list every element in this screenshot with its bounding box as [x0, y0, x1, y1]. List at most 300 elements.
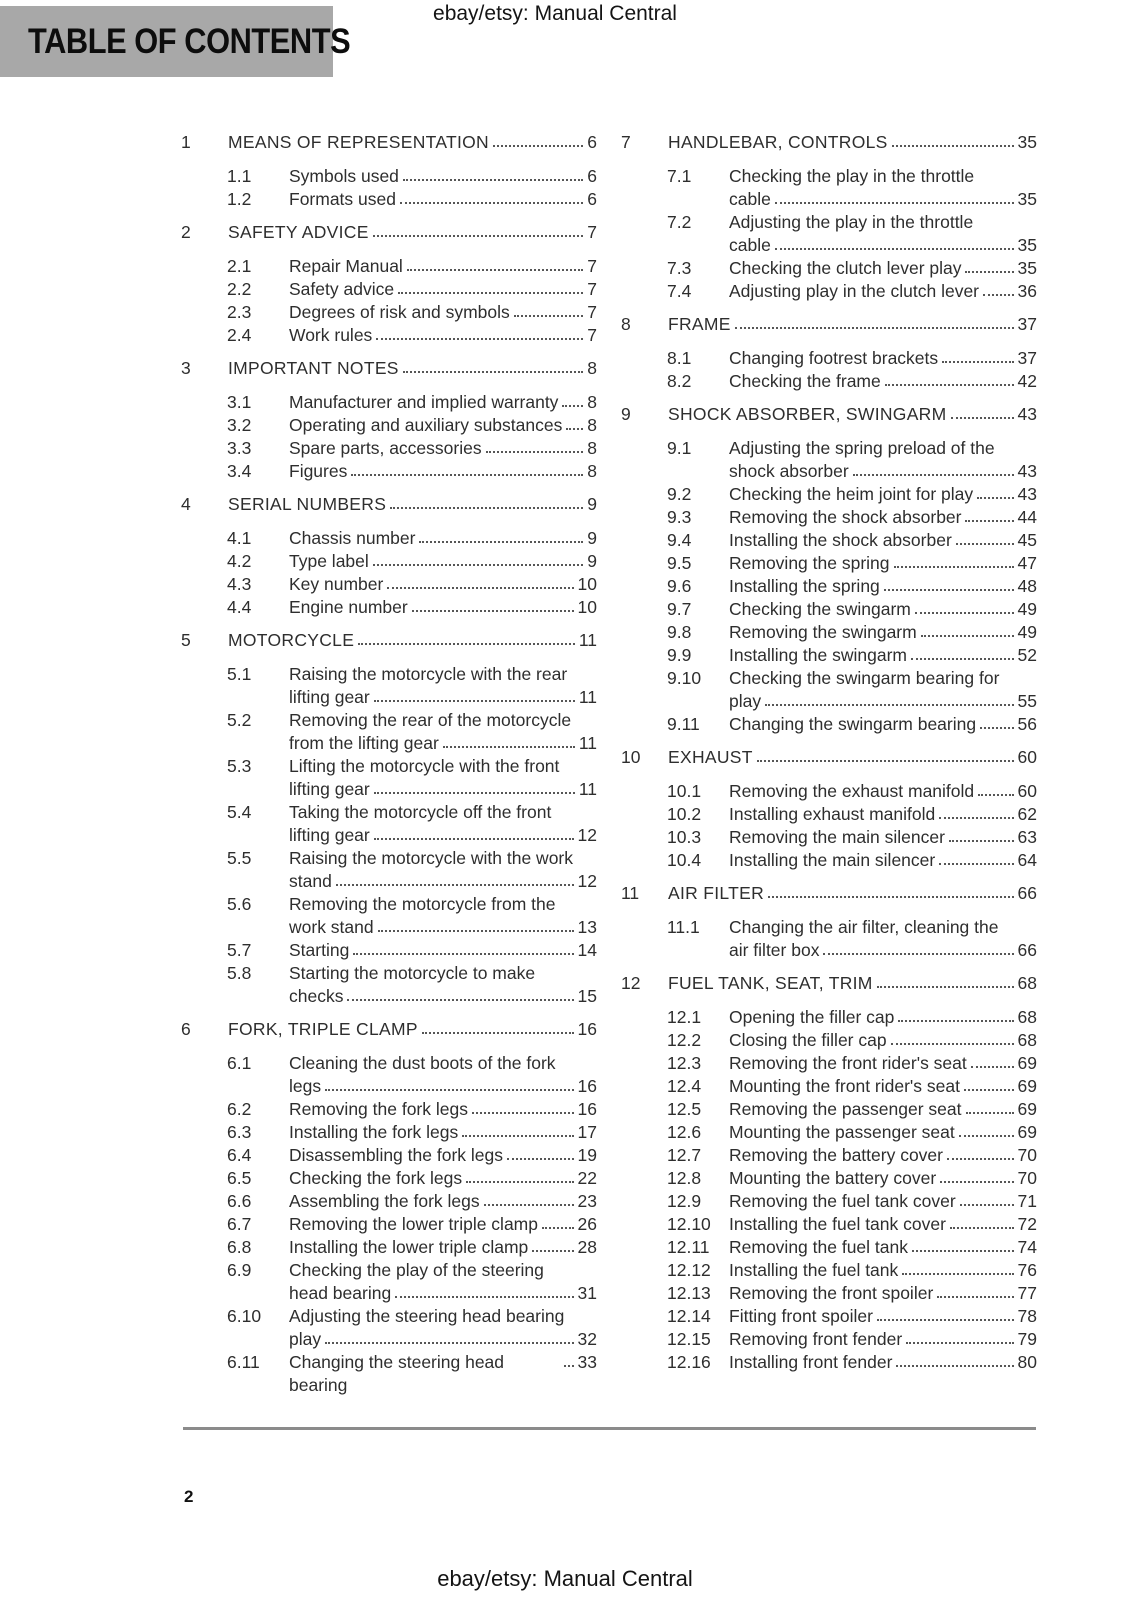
entry-page-number: 26 — [577, 1214, 597, 1234]
entry-body — [729, 1236, 1037, 1259]
dot-leader — [387, 587, 573, 589]
entry-page-number: 16 — [577, 1076, 597, 1096]
section-entries — [621, 780, 1037, 872]
entry-title-line1: Checking the swingarm bearing for — [729, 668, 1000, 688]
section-title: MOTORCYCLE — [228, 630, 355, 650]
section-title: MEANS OF REPRESENTATION — [228, 132, 490, 152]
entry-number: 10.4 — [667, 850, 702, 870]
entry-body — [729, 1098, 1037, 1121]
section-entries — [181, 391, 597, 483]
entry-title: Mounting the passenger seat — [729, 1122, 955, 1142]
dot-leader — [412, 610, 574, 612]
toc-entry — [181, 573, 597, 596]
toc-entry — [621, 1144, 1037, 1167]
entry-last-line — [729, 506, 1037, 529]
header-doc-note: ebay/etsy: Manual Central — [433, 2, 677, 25]
dot-leader — [971, 1066, 1014, 1068]
entry-last-line — [729, 780, 1037, 803]
dot-leader — [765, 704, 1013, 706]
entry-page-number: 35 — [1017, 258, 1037, 278]
toc-entry — [181, 709, 597, 755]
toc-entry — [181, 939, 597, 962]
toc-entry — [181, 755, 597, 801]
toc-entry — [621, 1236, 1037, 1259]
page-title: TABLE OF CONTENTS — [28, 22, 351, 61]
entry-body — [729, 598, 1037, 621]
page-number: 2 — [184, 1487, 194, 1506]
dot-leader — [775, 248, 1014, 250]
entry-number: 9.8 — [667, 622, 692, 642]
entry-page-number: 35 — [1017, 189, 1037, 209]
section-entries — [181, 255, 597, 347]
entry-last-line — [289, 1167, 597, 1190]
entry-title: play — [289, 1329, 322, 1349]
dot-leader — [514, 315, 583, 317]
toc-entry — [621, 1006, 1037, 1029]
entry-body — [729, 1213, 1037, 1236]
toc-entry — [621, 1351, 1037, 1374]
entry-body — [289, 1236, 597, 1259]
dot-leader — [965, 271, 1013, 273]
entry-last-line — [729, 1190, 1037, 1213]
entry-title: Removing the fuel tank cover — [729, 1191, 956, 1211]
section-number: 6 — [181, 1019, 191, 1039]
entry-title-line1: Raising the motorcycle with the work — [289, 848, 573, 868]
entry-page-number: 49 — [1017, 622, 1037, 642]
dot-leader — [400, 202, 583, 204]
entry-page-number: 55 — [1017, 691, 1037, 711]
entry-title: Installing the swingarm — [729, 645, 907, 665]
dot-leader — [374, 792, 575, 794]
entry-number: 6.10 — [227, 1306, 262, 1326]
dot-leader — [894, 566, 1014, 568]
entry-body — [729, 529, 1037, 552]
entry-title: Mounting the front rider's seat — [729, 1076, 960, 1096]
entry-title: Spare parts, accessories — [289, 438, 482, 458]
entry-title: cable — [729, 235, 771, 255]
toc-section — [621, 972, 1037, 1374]
entry-title: Removing the passenger seat — [729, 1099, 962, 1119]
entry-page-number: 22 — [577, 1168, 597, 1188]
entry-title: Key number — [289, 574, 384, 594]
entry-page-number: 13 — [577, 917, 597, 937]
entry-page-number: 69 — [1017, 1122, 1037, 1142]
table-of-contents — [181, 131, 1037, 1397]
entry-last-line — [729, 644, 1037, 667]
entry-number: 6.7 — [227, 1214, 252, 1234]
entry-page-number: 10 — [577, 574, 597, 594]
entry-title: Assembling the fork legs — [289, 1191, 480, 1211]
entry-title: Checking the frame — [729, 371, 881, 391]
entry-number: 9.9 — [667, 645, 692, 665]
toc-entry — [621, 552, 1037, 575]
entry-page-number: 69 — [1017, 1076, 1037, 1096]
entry-title: Removing the lower triple clamp — [289, 1214, 538, 1234]
entry-page-number: 64 — [1017, 850, 1037, 870]
section-page-number: 9 — [587, 494, 597, 514]
entry-body — [289, 962, 597, 1008]
toc-entry — [181, 1144, 597, 1167]
toc-entry — [621, 165, 1037, 211]
entry-number: 12.2 — [667, 1030, 702, 1050]
entry-title: Checking the heim joint for play — [729, 484, 974, 504]
toc-entry — [181, 801, 597, 847]
entry-body — [289, 1098, 597, 1121]
toc-section — [621, 313, 1037, 393]
entry-title: Opening the filler cap — [729, 1007, 895, 1027]
section-entries — [621, 165, 1037, 303]
entry-number: 4.3 — [227, 574, 252, 594]
toc-entry — [181, 188, 597, 211]
toc-entry — [181, 278, 597, 301]
footer-rule — [183, 1427, 1036, 1430]
dot-leader — [906, 1342, 1013, 1344]
entry-title: play — [729, 691, 762, 711]
section-title: HANDLEBAR, CONTROLS — [668, 132, 888, 152]
toc-entry — [181, 1167, 597, 1190]
entry-body — [289, 1144, 597, 1167]
entry-number: 3.1 — [227, 392, 252, 412]
entry-number: 12.6 — [667, 1122, 702, 1142]
entry-page-number: 79 — [1017, 1329, 1037, 1349]
entry-number: 9.5 — [667, 553, 692, 573]
entry-last-line — [289, 550, 597, 573]
entry-last-line — [729, 621, 1037, 644]
entry-title: Engine number — [289, 597, 408, 617]
section-page-number: 7 — [587, 222, 597, 242]
entry-last-line — [289, 1213, 597, 1236]
entry-page-number: 70 — [1017, 1145, 1037, 1165]
entry-body — [729, 437, 1037, 483]
toc-entry — [181, 1121, 597, 1144]
entry-title: Degrees of risk and symbols — [289, 302, 510, 322]
entry-body — [729, 280, 1037, 303]
entry-page-number: 77 — [1017, 1283, 1037, 1303]
section-title: FRAME — [668, 314, 731, 334]
dot-leader — [949, 840, 1014, 842]
toc-section-row — [181, 357, 597, 380]
entry-number: 6.8 — [227, 1237, 252, 1257]
entry-body — [289, 460, 597, 483]
dot-leader — [965, 520, 1013, 522]
entry-page-number: 45 — [1017, 530, 1037, 550]
entry-last-line — [729, 1121, 1037, 1144]
dot-leader — [376, 338, 583, 340]
entry-body — [729, 1328, 1037, 1351]
entry-title: Mounting the battery cover — [729, 1168, 937, 1188]
entry-number: 8.1 — [667, 348, 692, 368]
entry-last-line — [289, 1075, 597, 1098]
entry-page-number: 7 — [587, 279, 597, 299]
toc-section — [621, 403, 1037, 736]
entry-page-number: 8 — [587, 438, 597, 458]
section-number: 8 — [621, 314, 631, 334]
entry-page-number: 48 — [1017, 576, 1037, 596]
entry-title: shock absorber — [729, 461, 849, 481]
dot-leader — [939, 817, 1013, 819]
entry-title: Removing the spring — [729, 553, 890, 573]
entry-number: 7.2 — [667, 212, 692, 232]
entry-title: lifting gear — [289, 687, 370, 707]
entry-number: 5.8 — [227, 963, 252, 983]
entry-last-line — [729, 1282, 1037, 1305]
entry-page-number: 15 — [577, 986, 597, 1006]
toc-entry — [621, 644, 1037, 667]
entry-body — [289, 527, 597, 550]
dot-leader — [885, 384, 1014, 386]
toc-entry — [181, 1190, 597, 1213]
entry-body — [289, 301, 597, 324]
entry-title: Removing front fender — [729, 1329, 903, 1349]
entry-page-number: 49 — [1017, 599, 1037, 619]
entry-body — [729, 1259, 1037, 1282]
entry-title: Changing the swingarm bearing — [729, 714, 977, 734]
entry-page-number: 56 — [1017, 714, 1037, 734]
toc-entry — [621, 1098, 1037, 1121]
entry-number: 1.1 — [227, 166, 252, 186]
entry-page-number: 70 — [1017, 1168, 1037, 1188]
entry-title: Installing the fork legs — [289, 1122, 459, 1142]
toc-section-row — [181, 221, 597, 244]
toc-entry — [621, 370, 1037, 393]
toc-entry — [621, 803, 1037, 826]
entry-number: 12.10 — [667, 1214, 711, 1234]
entry-title: Installing the main silencer — [729, 850, 936, 870]
entry-last-line — [289, 1236, 597, 1259]
dot-leader — [911, 658, 1014, 660]
entry-page-number: 78 — [1017, 1306, 1037, 1326]
entry-title-line1: Lifting the motorcycle with the front — [289, 756, 560, 776]
dot-leader — [775, 202, 1014, 204]
toc-section-row — [621, 746, 1037, 769]
entry-title: Removing the battery cover — [729, 1145, 943, 1165]
entry-last-line — [729, 280, 1037, 303]
toc-entry — [181, 663, 597, 709]
dot-leader — [532, 1250, 573, 1252]
dot-leader — [347, 999, 573, 1001]
entry-page-number: 14 — [577, 940, 597, 960]
entry-number: 9.7 — [667, 599, 692, 619]
dot-leader — [407, 269, 583, 271]
section-number: 9 — [621, 404, 631, 424]
entry-body — [729, 1190, 1037, 1213]
section-entries — [621, 347, 1037, 393]
entry-body — [729, 1052, 1037, 1075]
dot-leader — [942, 361, 1013, 363]
entry-title: Removing the exhaust manifold — [729, 781, 975, 801]
entry-page-number: 68 — [1017, 1007, 1037, 1027]
dot-leader — [892, 145, 1014, 147]
entry-number: 6.5 — [227, 1168, 252, 1188]
toc-entry — [181, 1098, 597, 1121]
entry-last-line — [289, 870, 597, 893]
entry-title: work stand — [289, 917, 374, 937]
entry-body — [729, 211, 1037, 257]
entry-last-line — [729, 460, 1037, 483]
entry-number: 12.9 — [667, 1191, 702, 1211]
entry-page-number: 7 — [587, 256, 597, 276]
toc-entry — [181, 847, 597, 893]
entry-number: 9.11 — [667, 714, 700, 734]
toc-column-left — [181, 131, 597, 1397]
entry-number: 5.4 — [227, 802, 252, 822]
dot-leader — [462, 1135, 573, 1137]
entry-body — [289, 1167, 597, 1190]
section-number: 3 — [181, 358, 191, 378]
toc-entry — [621, 780, 1037, 803]
section-page-number: 6 — [587, 132, 597, 152]
entry-last-line — [729, 257, 1037, 280]
entry-page-number: 43 — [1017, 461, 1037, 481]
dot-leader — [896, 1365, 1013, 1367]
section-page-number: 68 — [1017, 973, 1037, 993]
entry-title: Checking the clutch lever play — [729, 258, 962, 278]
dot-leader — [373, 564, 583, 566]
entry-last-line — [289, 573, 597, 596]
entry-body — [289, 278, 597, 301]
entry-last-line — [729, 483, 1037, 506]
entry-last-line — [729, 1029, 1037, 1052]
entry-last-line — [289, 985, 597, 1008]
entry-last-line — [289, 939, 597, 962]
section-page-number: 60 — [1017, 747, 1037, 767]
entry-last-line — [289, 165, 597, 188]
entry-page-number: 66 — [1017, 940, 1037, 960]
entry-page-number: 68 — [1017, 1030, 1037, 1050]
entry-page-number: 6 — [587, 166, 597, 186]
toc-section — [181, 629, 597, 1008]
entry-last-line — [729, 1098, 1037, 1121]
entry-number: 12.3 — [667, 1053, 702, 1073]
dot-leader — [877, 986, 1014, 988]
entry-body — [289, 255, 597, 278]
entry-body — [729, 916, 1037, 962]
toc-section-row — [181, 629, 597, 652]
entry-number: 10.1 — [667, 781, 702, 801]
entry-title: Installing exhaust manifold — [729, 804, 936, 824]
entry-number: 7.3 — [667, 258, 692, 278]
entry-title: legs — [289, 1076, 322, 1096]
entry-body — [289, 1190, 597, 1213]
entry-last-line — [289, 1144, 597, 1167]
entry-last-line — [729, 529, 1037, 552]
entry-last-line — [289, 188, 597, 211]
entry-page-number: 71 — [1017, 1191, 1037, 1211]
section-page-number: 11 — [578, 630, 597, 650]
entry-number: 12.11 — [667, 1237, 710, 1257]
toc-section-row — [621, 403, 1037, 426]
toc-entry — [621, 347, 1037, 370]
entry-page-number: 35 — [1017, 235, 1037, 255]
dot-leader — [884, 589, 1014, 591]
entry-title: Disassembling the fork legs — [289, 1145, 503, 1165]
entry-page-number: 72 — [1017, 1214, 1037, 1234]
entry-body — [729, 1305, 1037, 1328]
toc-entry — [621, 437, 1037, 483]
entry-number: 6.9 — [227, 1260, 252, 1280]
entry-title: Removing the shock absorber — [729, 507, 962, 527]
entry-page-number: 6 — [587, 189, 597, 209]
entry-page-number: 16 — [577, 1099, 597, 1119]
toc-entry — [621, 1167, 1037, 1190]
dot-leader — [390, 507, 583, 509]
entry-title: Removing the front rider's seat — [729, 1053, 967, 1073]
dot-leader — [374, 700, 575, 702]
entry-title-line1: Removing the rear of the motorcycle — [289, 710, 572, 730]
toc-entry — [181, 596, 597, 619]
entry-title: Changing the steering head bearing — [289, 1352, 505, 1395]
dot-leader — [562, 405, 583, 407]
entry-title: Removing the main silencer — [729, 827, 945, 847]
toc-entry — [621, 1052, 1037, 1075]
entry-page-number: 69 — [1017, 1053, 1037, 1073]
entry-body — [289, 1213, 597, 1236]
entry-last-line — [729, 1052, 1037, 1075]
toc-entry — [621, 916, 1037, 962]
section-page-number: 37 — [1017, 314, 1037, 334]
entry-number: 2.2 — [227, 279, 252, 299]
entry-page-number: 44 — [1017, 507, 1037, 527]
entry-title: Removing the fuel tank — [729, 1237, 908, 1257]
toc-entry — [181, 460, 597, 483]
entry-page-number: 74 — [1017, 1237, 1037, 1257]
entry-last-line — [729, 575, 1037, 598]
dot-leader — [419, 541, 583, 543]
toc-entry — [621, 713, 1037, 736]
toc-entry — [621, 621, 1037, 644]
toc-section-row — [621, 313, 1037, 336]
entry-body — [289, 437, 597, 460]
entry-number: 9.4 — [667, 530, 692, 550]
entry-number: 2.3 — [227, 302, 252, 322]
entry-page-number: 47 — [1017, 553, 1037, 573]
entry-title-line1: Adjusting the spring preload of the — [729, 438, 995, 458]
entry-body — [729, 826, 1037, 849]
entry-body — [289, 165, 597, 188]
entry-number: 4.4 — [227, 597, 252, 617]
section-entries — [181, 165, 597, 211]
entry-page-number: 12 — [577, 871, 597, 891]
entry-title: Fitting front spoiler — [729, 1306, 873, 1326]
entry-last-line — [729, 690, 1037, 713]
toc-entry — [621, 1213, 1037, 1236]
dot-leader — [472, 1112, 574, 1114]
dot-leader — [902, 1273, 1013, 1275]
entry-last-line — [729, 234, 1037, 257]
toc-entry — [181, 1305, 597, 1351]
entry-body — [729, 849, 1037, 872]
toc-entry — [621, 257, 1037, 280]
entry-number: 6.1 — [227, 1053, 252, 1073]
dot-leader — [373, 235, 584, 237]
section-entries — [621, 1006, 1037, 1374]
entry-title-line1: Adjusting the steering head bearing — [289, 1306, 565, 1326]
dot-leader — [443, 746, 575, 748]
toc-entry — [181, 301, 597, 324]
entry-page-number: 19 — [577, 1145, 597, 1165]
entry-title-line1: Adjusting the play in the throttle — [729, 212, 974, 232]
entry-title: Symbols used — [289, 166, 399, 186]
dot-leader — [486, 451, 584, 453]
entry-body — [289, 755, 597, 801]
dot-leader — [977, 497, 1013, 499]
entry-body — [729, 1075, 1037, 1098]
entry-last-line — [729, 1351, 1037, 1374]
entry-title-line1: Changing the air filter, cleaning the — [729, 917, 999, 937]
entry-body — [289, 893, 597, 939]
entry-body — [289, 663, 597, 709]
dot-leader — [378, 930, 574, 932]
